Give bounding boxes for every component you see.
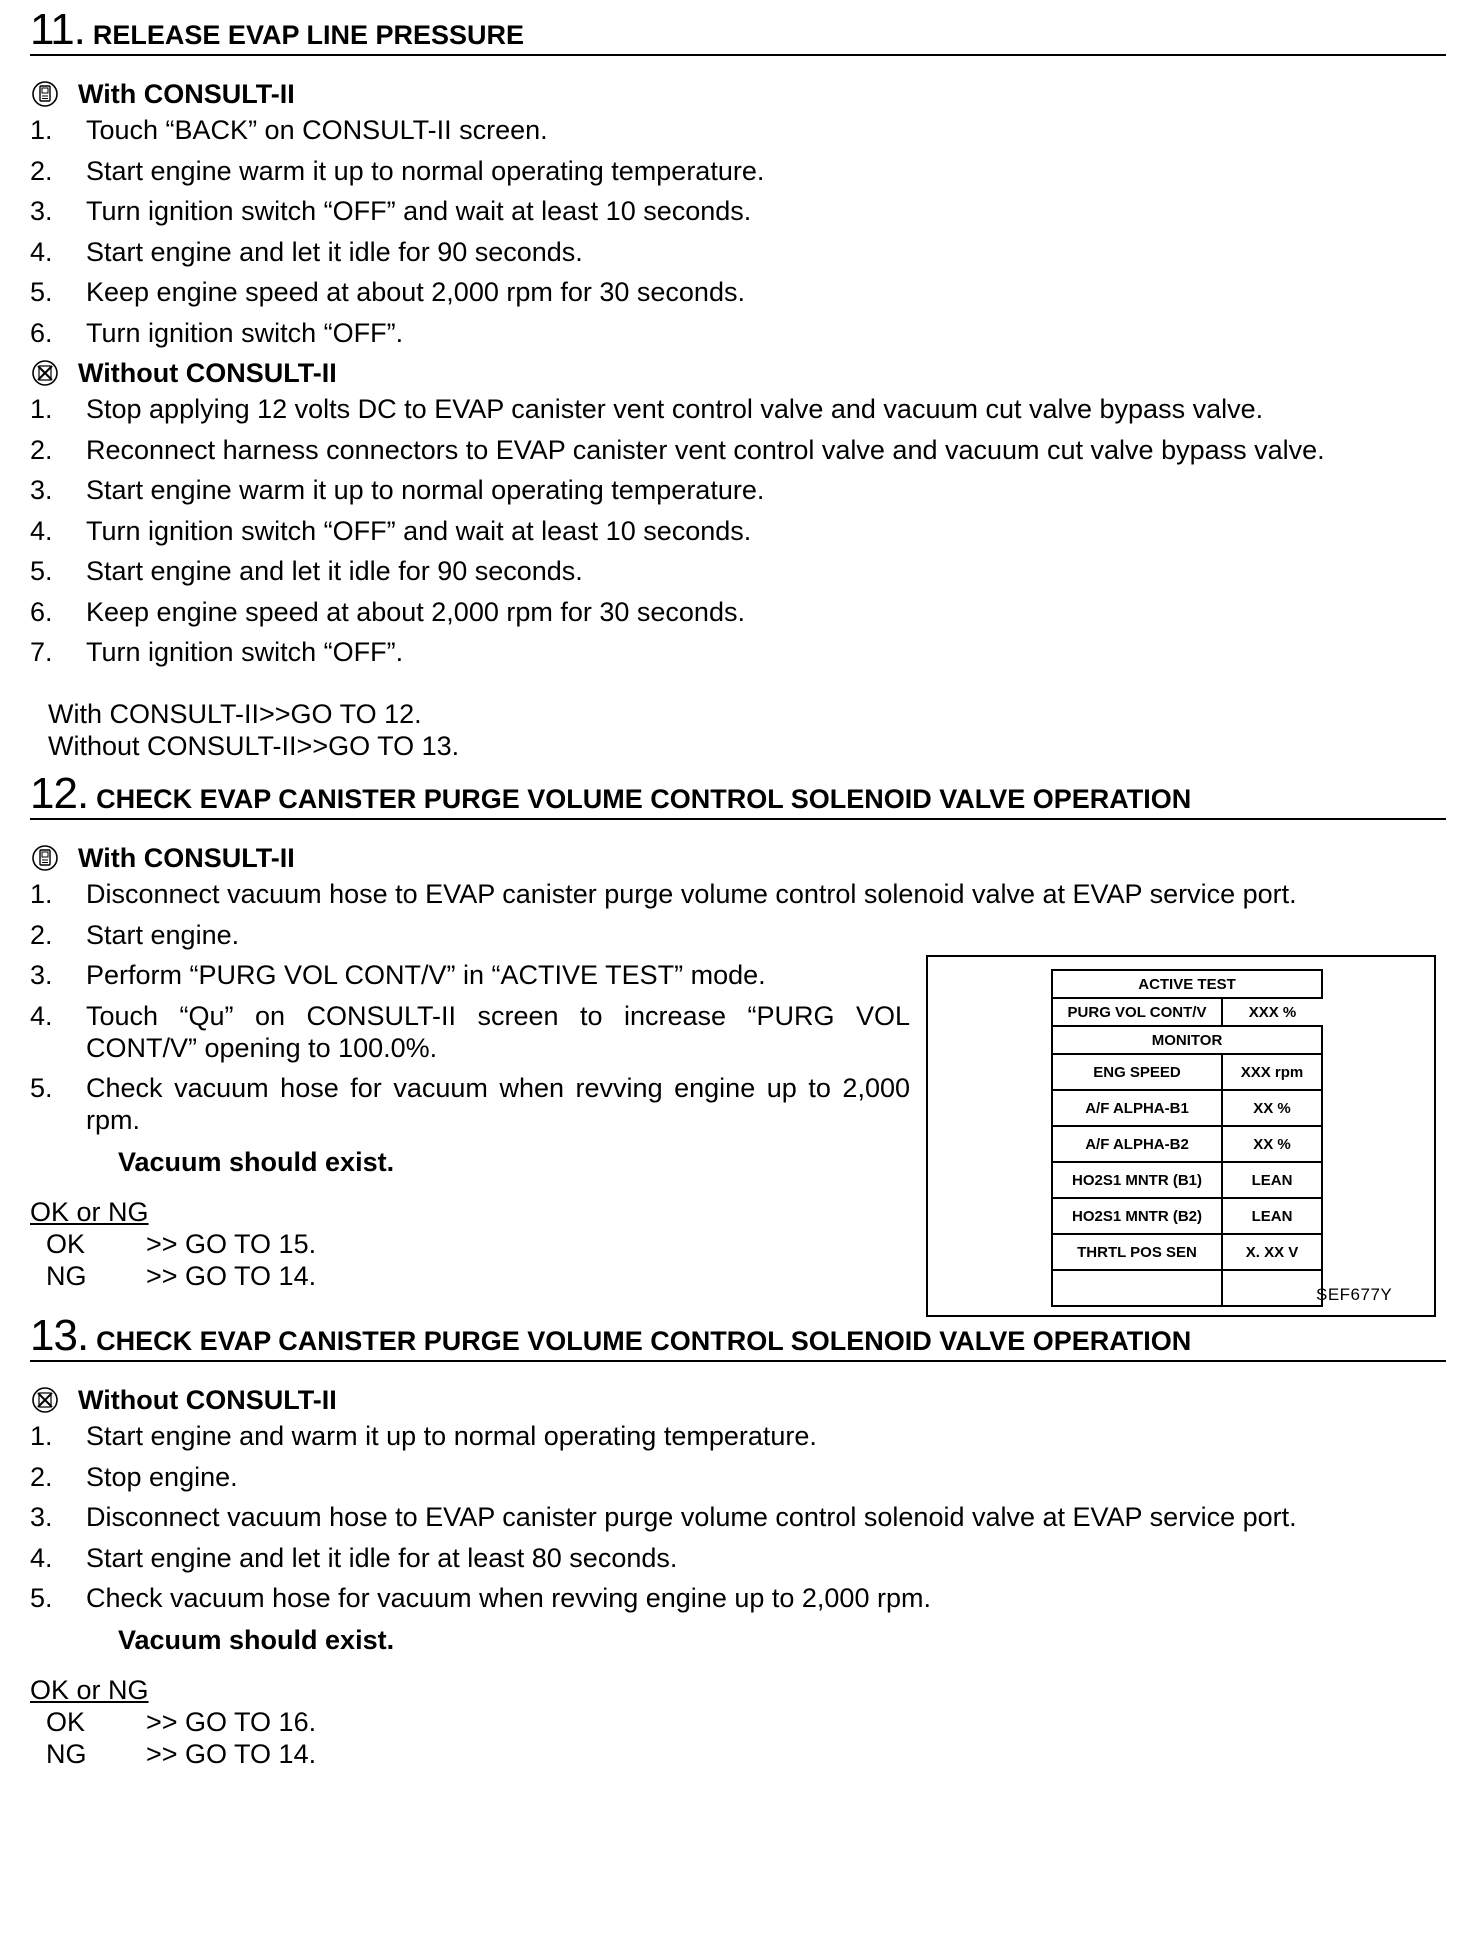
step-12-title: CHECK EVAP CANISTER PURGE VOLUME CONTROL SOLENOID VALVE OPERATION bbox=[96, 784, 1192, 814]
list-item: 5. Check vacuum hose for vacuum when revving engine up to 2,000 rpm. bbox=[30, 1073, 910, 1135]
step-13-number: 13. bbox=[30, 1311, 89, 1360]
monitor-value: XX % bbox=[1222, 1090, 1322, 1126]
empty-cell bbox=[1052, 1270, 1222, 1306]
with-consult-heading bbox=[30, 78, 1446, 110]
goto-without: Without CONSULT-II>>GO TO 13. bbox=[48, 731, 460, 761]
empty-cell bbox=[1222, 1270, 1322, 1306]
list-item: 3. Turn ignition switch “OFF” and wait at least 10 seconds. bbox=[30, 196, 752, 226]
step-13-list bbox=[30, 1420, 1446, 1614]
goto-with: With CONSULT-II>>GO TO 12. bbox=[48, 699, 422, 729]
ng-row: NG >> GO TO 14. bbox=[46, 1261, 317, 1291]
ok-row: OK >> GO TO 15. bbox=[46, 1229, 317, 1259]
list-item: 3. Disconnect vacuum hose to EVAP canister purge volume control solenoid valve at EVAP service port. bbox=[30, 1502, 1297, 1532]
list-item: 7. Turn ignition switch “OFF”. bbox=[30, 637, 404, 667]
figure-code: SEF677Y bbox=[1316, 1285, 1393, 1304]
without-consult-title: Without CONSULT-II bbox=[78, 1384, 337, 1415]
list-item: 2. Start engine. bbox=[30, 919, 240, 950]
step-11-number: 11. bbox=[30, 5, 85, 54]
list-item: 6. Turn ignition switch “OFF”. bbox=[30, 317, 404, 348]
monitor-header: MONITOR bbox=[1052, 1026, 1322, 1054]
ok-or-ng-label: OK or NG bbox=[30, 1675, 149, 1705]
with-consult-heading bbox=[30, 842, 1446, 874]
list-item: 5. Start engine and let it idle for 90 seconds. bbox=[30, 556, 583, 586]
monitor-value: XX % bbox=[1222, 1126, 1322, 1162]
no-tester-icon bbox=[30, 1385, 60, 1415]
with-consult-title: With CONSULT-II bbox=[78, 78, 295, 109]
step-12 bbox=[30, 764, 1446, 1304]
list-item: 4. Start engine and let it idle for at least 80 seconds. bbox=[30, 1542, 678, 1573]
monitor-label: A/F ALPHA-B2 bbox=[1052, 1126, 1222, 1162]
active-test-header: ACTIVE TEST bbox=[1052, 970, 1322, 998]
purg-value: XXX % bbox=[1222, 998, 1322, 1026]
step-11-with-list bbox=[30, 114, 1446, 349]
step-11-goto bbox=[30, 698, 1446, 762]
without-consult-heading bbox=[30, 357, 1446, 389]
monitor-label: ENG SPEED bbox=[1052, 1054, 1222, 1090]
step-13-header bbox=[30, 1306, 1446, 1362]
monitor-label: A/F ALPHA-B1 bbox=[1052, 1090, 1222, 1126]
monitor-label: THRTL POS SEN bbox=[1052, 1234, 1222, 1270]
monitor-value: LEAN bbox=[1222, 1162, 1322, 1198]
step-13 bbox=[30, 1306, 1446, 1770]
active-test-table bbox=[1051, 969, 1323, 1307]
list-item: 2. Start engine warm it up to normal operating temperature. bbox=[30, 155, 765, 186]
step-11-header bbox=[30, 0, 1446, 56]
consult-tester-icon bbox=[30, 843, 60, 873]
list-item: 3. Start engine warm it up to normal operating temperature. bbox=[30, 475, 765, 505]
ok-or-ng-label: OK or NG bbox=[30, 1197, 149, 1227]
list-item: 4. Turn ignition switch “OFF” and wait at least 10 seconds. bbox=[30, 515, 752, 546]
list-item: 3. Perform “PURG VOL CONT/V” in “ACTIVE TEST” mode. bbox=[30, 960, 766, 990]
list-item: 2. Reconnect harness connectors to EVAP canister vent control valve and vacuum cut valve bypass valve. bbox=[30, 434, 1325, 465]
purg-label: PURG VOL CONT/V bbox=[1052, 998, 1222, 1026]
step-12-number: 12. bbox=[30, 769, 89, 818]
ng-row: NG >> GO TO 14. bbox=[46, 1739, 317, 1769]
monitor-value: XXX rpm bbox=[1222, 1054, 1322, 1090]
monitor-value: LEAN bbox=[1222, 1198, 1322, 1234]
step-12-list-top bbox=[30, 878, 1446, 951]
list-item: 5. Keep engine speed at about 2,000 rpm for 30 seconds. bbox=[30, 277, 745, 307]
list-item: 1. Start engine and warm it up to normal operating temperature. bbox=[30, 1421, 817, 1451]
list-item: 6. Keep engine speed at about 2,000 rpm for 30 seconds. bbox=[30, 596, 745, 627]
monitor-label: HO2S1 MNTR (B2) bbox=[1052, 1198, 1222, 1234]
list-item: 2. Stop engine. bbox=[30, 1461, 238, 1492]
consult-screen-figure bbox=[926, 955, 1436, 1317]
list-item: 1. Stop applying 12 volts DC to EVAP canister vent control valve and vacuum cut valve bypass valve. bbox=[30, 394, 1264, 424]
step-12-list-bottom bbox=[30, 959, 910, 1136]
list-item: 1. Touch “BACK” on CONSULT-II screen. bbox=[30, 115, 548, 145]
list-item: 4. Start engine and let it idle for 90 seconds. bbox=[30, 236, 583, 267]
document-page bbox=[30, 0, 1446, 1770]
step-12-body bbox=[30, 959, 1446, 1304]
step-12-header bbox=[30, 764, 1446, 820]
step-13-title: CHECK EVAP CANISTER PURGE VOLUME CONTROL SOLENOID VALVE OPERATION bbox=[96, 1326, 1192, 1356]
list-item: 1. Disconnect vacuum hose to EVAP canister purge volume control solenoid valve at EVAP service port. bbox=[30, 879, 1297, 909]
step-11 bbox=[30, 0, 1446, 762]
list-item: 4. Touch “Qu” on CONSULT-II screen to increase “PURG VOL CONT/V” opening to 100.0%. bbox=[30, 1000, 910, 1063]
without-consult-title: Without CONSULT-II bbox=[78, 357, 337, 388]
with-consult-title: With CONSULT-II bbox=[78, 842, 295, 873]
spec-text: Vacuum should exist. bbox=[118, 1625, 395, 1655]
without-consult-heading bbox=[30, 1384, 1446, 1416]
spec-text: Vacuum should exist. bbox=[118, 1147, 395, 1177]
ok-row: OK >> GO TO 16. bbox=[46, 1707, 317, 1737]
monitor-value: X. XX V bbox=[1222, 1234, 1322, 1270]
monitor-label: HO2S1 MNTR (B1) bbox=[1052, 1162, 1222, 1198]
no-tester-icon bbox=[30, 358, 60, 388]
step-11-title: RELEASE EVAP LINE PRESSURE bbox=[92, 20, 525, 50]
consult-tester-icon bbox=[30, 79, 60, 109]
step-11-without-list bbox=[30, 393, 1446, 668]
list-item: 5. Check vacuum hose for vacuum when revving engine up to 2,000 rpm. bbox=[30, 1583, 931, 1613]
